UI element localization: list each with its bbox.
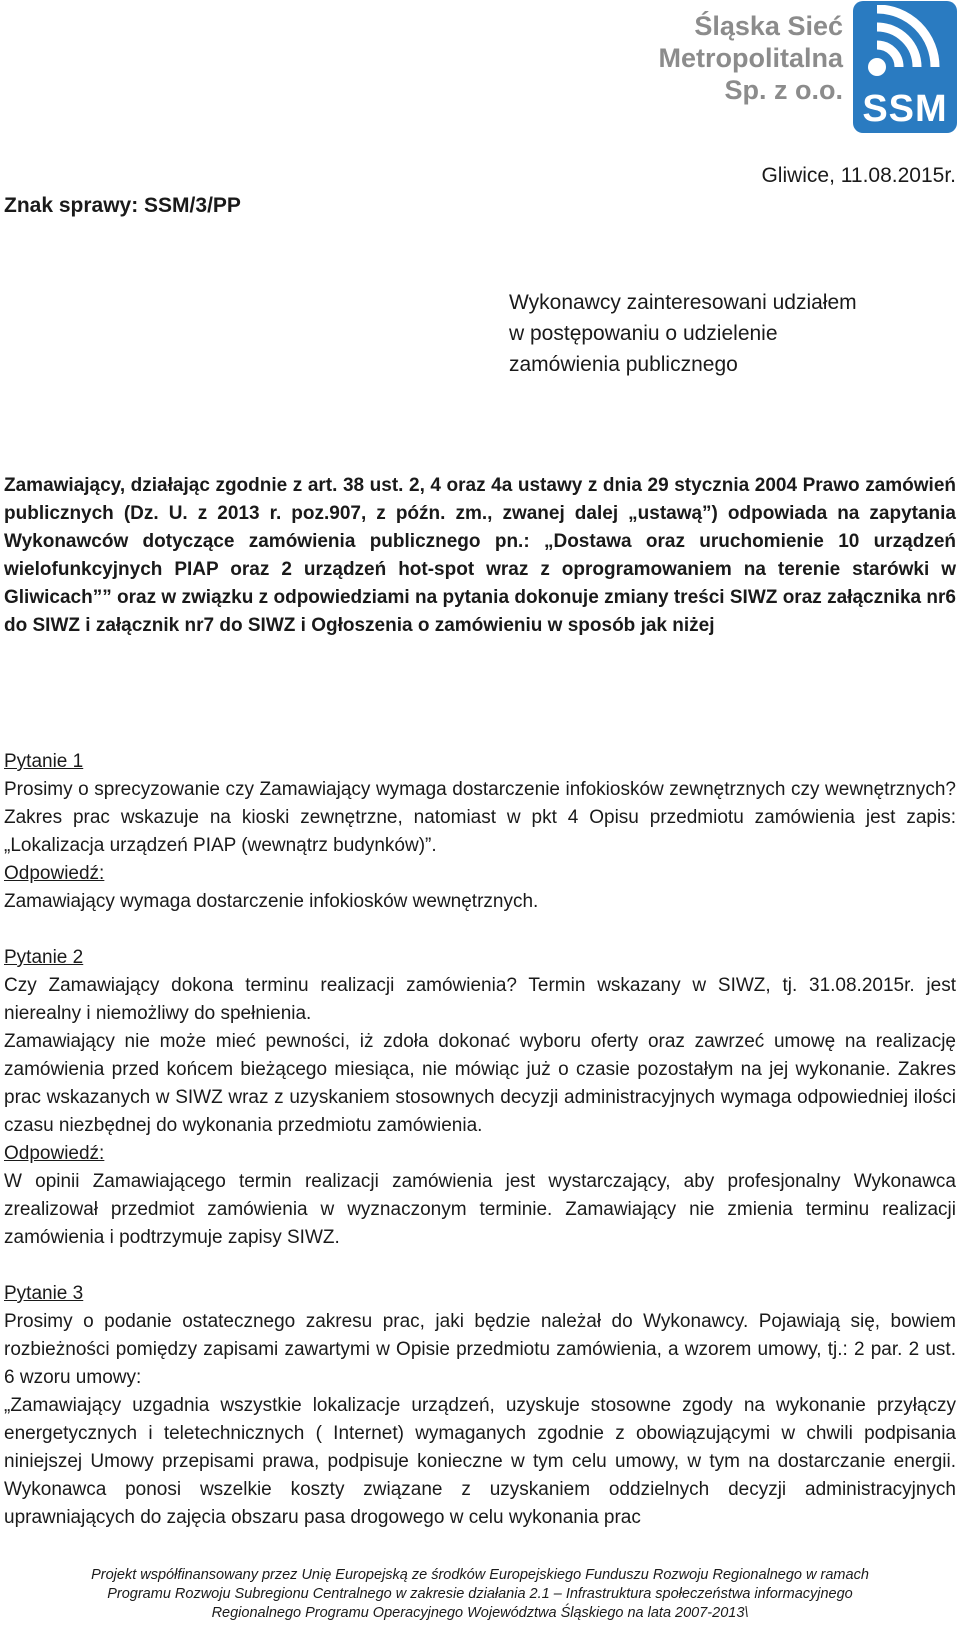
question-1-heading: Pytanie 1	[4, 751, 84, 772]
page-footer	[0, 1566, 960, 1623]
footer-line-2: Programu Rozwoju Subregionu Centralnego w zakresie działania 2.1 – Infrastruktura społeczeństwa informacyjnego	[107, 1586, 853, 1602]
answer-1-text: Zamawiający wymaga dostarczenie infokiosków wewnętrznych.	[4, 891, 539, 912]
question-3-heading: Pytanie 3	[4, 1283, 84, 1304]
intro-text: Zamawiający, działając zgodnie z art. 38 ust. 2, 4 oraz 4a ustawy z dnia 29 stycznia 2004 Prawo zamówień publicznych (Dz. U. z 2013 r. poz.907, z późn. zm., zwanej dalej „ustawą”) odpowiada na zapytania Wykonawców dotyczące zamówienia publicznego pn.: „Dostawa oraz uruchomienie 10 urządzeń wielofunkcyjnych PIAP oraz 2 urządzeń hot-spot wraz z oprogramowaniem na terenie starówki w Gliwicach”” oraz w związku z odpowiedziami na pytania dokonuje zmiany treści SIWZ oraz załącznika nr6 do SIWZ i załącznik nr7 do SIWZ i Ogłoszenia o zamówieniu w sposób jak niżej	[4, 475, 956, 636]
question-3-quote: „Zamawiający uzgadnia wszystkie lokalizacje urządzeń, uzyskuje stosowne zgody na wykonanie przyłączy energetycznych i teletechnicznych ( Internet) wymaganych zgodnie z obowiązującymi w chwili podpisania niniejszej Umowy przepisami prawa, podpisuje konieczne w tym celu umowy, w tym na dostarczanie energii. Wykonawca ponosi wszelkie koszty związane z uzyskaniem oddzielnych decyzji administracyjnych uprawniających do zajęcia obszaru pasa drogowego w celu wykonania prac	[4, 1395, 956, 1528]
wifi-signal-icon	[857, 5, 953, 87]
answer-2-label: Odpowiedź:	[4, 1143, 105, 1164]
case-number: Znak sprawy: SSM/3/PP	[4, 194, 241, 217]
logo-line-2: Metropolitalna	[658, 43, 843, 73]
recipient-line-2: w postępowaniu o udzielenie	[509, 322, 778, 345]
recipient-line-1: Wykonawcy zainteresowani udziałem	[509, 291, 857, 314]
logo-wordmark	[658, 10, 843, 106]
place-date: Gliwice, 11.08.2015r.	[761, 164, 956, 187]
answer-2-text: W opinii Zamawiającego termin realizacji zamówienia jest wystarczający, aby profesjonalny Wykonawca zrealizował przedmiot zamówienia w wyznaczonym terminie. Zamawiający nie zmienia terminu realizacji zamówienia i podtrzymuje zapisy SIWZ.	[4, 1171, 956, 1248]
answer-1-label: Odpowiedź:	[4, 863, 105, 884]
footer-line-3: Regionalnego Programu Operacyjnego Województwa Śląskiego na lata 2007-2013\	[211, 1605, 749, 1621]
logo-line-3: Sp. z o.o.	[724, 75, 843, 105]
footer-line-1: Projekt współfinansowany przez Unię Europejską ze środków Europejskiego Funduszu Rozwoju Regionalnego w ramach	[91, 1567, 869, 1583]
intro-paragraph	[4, 472, 956, 640]
question-2-text: Czy Zamawiający dokona terminu realizacji zamówienia? Termin wskazany w SIWZ, tj. 31.08.2015r. jest nierealny i niemożliwy do spełnienia.	[4, 975, 956, 1024]
question-2-text-continued: Zamawiający nie może mieć pewności, iż zdoła dokonać wyboru oferty oraz zawrzeć umowę na realizację zamówienia przed końcem bieżącego miesiąca, nie mówiąc już o czasie pozostałym na jej wykonanie. Zakres prac wskazanych w SIWZ wraz z uzyskaniem stosownych decyzji administracyjnych wymaga odpowiedniej ilości czasu niezbędnej do wykonania przedmiotu zamówienia.	[4, 1031, 956, 1136]
questions-section	[4, 748, 956, 1532]
logo-line-1: Śląska Sieć	[694, 11, 843, 41]
question-1-text: Prosimy o sprecyzowanie czy Zamawiający wymaga dostarczenie infokiosków zewnętrznych czy wewnętrznych? Zakres prac wskazuje na kioski zewnętrzne, natomiast w pkt 4 Opisu przedmiotu zamówienia jest zapis: „Lokalizacja urządzeń PIAP (wewnątrz budynków)”.	[4, 779, 956, 856]
recipient-line-3: zamówienia publicznego	[509, 353, 738, 376]
question-2-heading: Pytanie 2	[4, 947, 84, 968]
logo-badge-label: SSM	[862, 88, 948, 130]
logo-badge	[853, 1, 957, 133]
question-3-text: Prosimy o podanie ostatecznego zakresu prac, jaki będzie należał do Wykonawcy. Pojawiają się, bowiem rozbieżności pomiędzy zapisami zawartymi w Opisie przedmiotu zamówienia, a wzorem umowy, tj.: 2 par. 2 ust. 6 wzoru umowy:	[4, 1311, 956, 1388]
company-logo	[640, 0, 960, 140]
recipient-block	[509, 287, 857, 380]
